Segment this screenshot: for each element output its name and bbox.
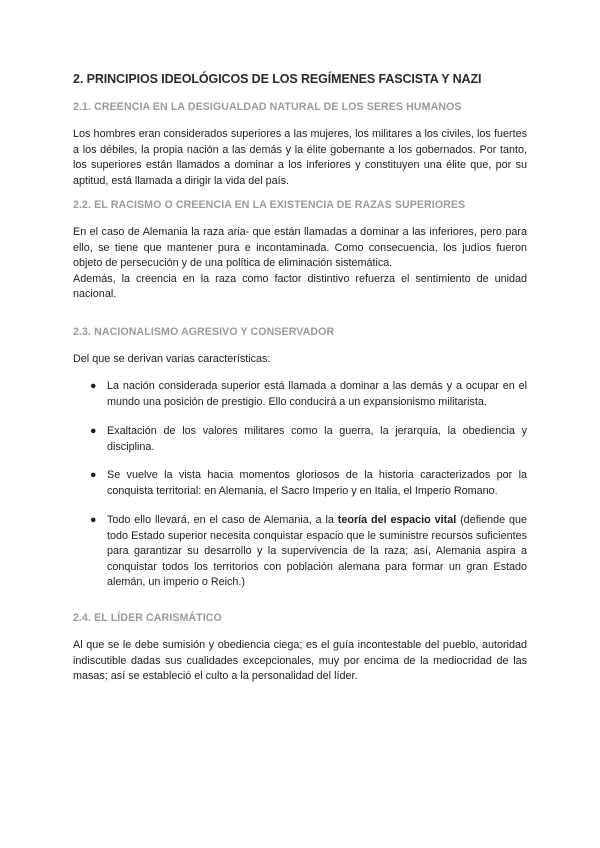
list-item-text: Exaltación de los valores militares como la guerra, la jerarquía, la obediencia y disciplina. <box>107 425 527 453</box>
section-heading-2-3: 2.3. NACIONALISMO AGRESIVO Y CONSERVADOR <box>73 326 335 338</box>
paragraph-text: En el caso de Alemania la raza aria- que están llamadas a dominar a las inferiores, pero para ello, se tiene que mantener pura e incontaminada. Como consecuencia, los judíos fueron objeto de persecución y de una política de eliminación sistemática. <box>73 226 527 270</box>
paragraph-text: Los hombres eran considerados superiores a las mujeres, los militares a los civiles, los fuertes a los débiles, la propia nación a las demás y la élite gobernante a los gobernados. Por tanto, los superiores están llamados a dominar a los inferiores y constituyen una élite que, por su aptitud, está llamada a dirigir la vida del país. <box>73 128 527 187</box>
bullet-icon: ● <box>90 514 97 526</box>
bullet-icon: ● <box>90 380 97 392</box>
section-2-1-paragraph <box>73 127 527 189</box>
list-item-text: Se vuelve la vista hacia momentos gloriosos de la historia caracterizados por la conquista territorial: en Alemania, el Sacro Imperio y en Italia, el Imperio Romano. <box>107 469 527 497</box>
paragraph-text: Además, la creencia en la raza como factor distintivo refuerza el sentimiento de unidad nacional. <box>73 272 527 301</box>
document-title: 2. PRINCIPIOS IDEOLÓGICOS DE LOS REGÍMENES FASCISTA Y NAZI <box>73 72 482 86</box>
section-2-4-paragraph <box>73 638 527 685</box>
bullet-icon: ● <box>90 469 97 481</box>
list-item-text-start: Todo ello llevará, en el caso de Alemania, a la <box>107 514 338 526</box>
list-item <box>90 424 527 455</box>
list-item <box>90 513 527 591</box>
list-item <box>90 379 527 410</box>
list-item-text <box>107 513 527 591</box>
list-item-text-end: (defiende que todo Estado superior necesita conquistar espacio que le suministre recursos suficientes para garantizar su desarrollo y la supervivencia de la raza; así, Alemania aspira a conquistar todos los territorios con población alemana para formar un gran Estado alemán, un imperio o Reich.) <box>107 514 527 589</box>
section-heading-2-2: 2.2. EL RACISMO O CREENCIA EN LA EXISTENCIA DE RAZAS SUPERIORES <box>73 199 466 211</box>
list-item <box>90 468 527 499</box>
section-heading-2-4: 2.4. EL LÍDER CARISMÁTICO <box>73 612 222 624</box>
bold-term: teoría del espacio vital <box>337 514 457 526</box>
bullet-icon: ● <box>90 425 97 437</box>
paragraph-text: Del que se derivan varias características: <box>73 353 271 365</box>
section-2-2-paragraph <box>73 225 527 303</box>
section-2-3-intro <box>73 352 527 368</box>
paragraph-text: Al que se le debe sumisión y obediencia ciega; es el guía incontestable del pueblo, autoridad indiscutible dadas sus cualidades excepcionales, muy por encima de la mediocridad de las masas; así se estableció el culto a la personalidad del líder. <box>73 639 527 683</box>
section-heading-2-1: 2.1. CREENCIA EN LA DESIGUALDAD NATURAL DE LOS SERES HUMANOS <box>73 101 462 113</box>
list-item-text: La nación considerada superior está llamada a dominar a las demás y a ocupar en el mundo una posición de prestigio. Ello conducirá a un expansionismo militarista. <box>107 380 527 408</box>
